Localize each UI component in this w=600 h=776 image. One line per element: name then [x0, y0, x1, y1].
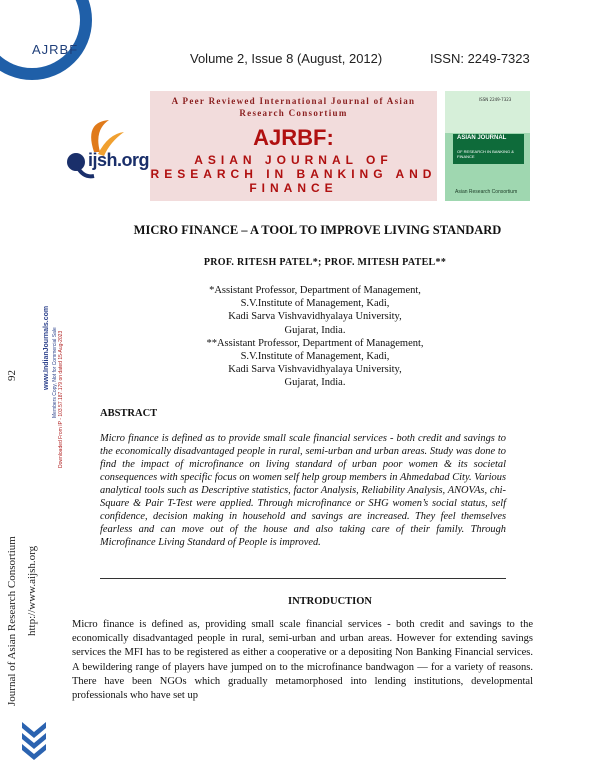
affiliation-line: Gujarat, India. — [284, 324, 346, 336]
affiliation-line: Kadi Sarva Vishvavidhyalaya University, — [228, 364, 402, 376]
abstract-text: Micro finance is defined as to provide small scale financial services - both credit and savings to the economically disadvantaged people in rural, semi-urban and urban areas. Study was done to find the impact of microfinance on living standard of urban poor women & its societal consequences with specific focus on women self help group members in Ahmedabad City. Various analytical tools such as Descriptive statistics, factor Analysis, Reliability Analysis, ANOVAs, chi-Square & Pair T-Test were applied. Through microfinance or SHG women’s social status, self confidence, decision making in household and savings are increased. They feel themselves fearless and can move out of the house and also taking care of their family. Through Microfinance Living Standard of People is improved. — [100, 433, 506, 548]
article-authors: PROF. RITESH PATEL*; PROF. MITESH PATEL** — [203, 257, 447, 268]
logo-text: ijsh.org — [88, 150, 150, 170]
introduction-text: Micro finance is defined as, providing small scale financial services - both credit and savings to the economically disadvantaged people in rural, semi-urban and urban areas. However for extending savings services the MFI has to be registered as either a cooperative or a depositing Non Banking Financial services. A bewildering range of players have jumped on to the microfinance bandwagon — for a variety of reasons. There have been NGOs which gradually metamorphosed into lending institutions, developmental professionals who have set up — [72, 619, 533, 702]
banner-title: AJRBF: — [253, 125, 334, 150]
margin-journal-name: Journal of Asian Research Consortium — [6, 536, 18, 706]
banner-journal-name: ASIAN JOURNAL OF RESEARCH IN BANKING AND FINANCE — [150, 153, 437, 195]
affiliation-line: S.V.Institute of Management, Kadi, — [240, 298, 390, 310]
banner-subtitle: A Peer Reviewed International Journal of Asian Research Consortium — [171, 96, 416, 118]
margin-url[interactable]: http://www.aijsh.org — [26, 545, 38, 636]
issn-number: ISSN: 2249-7323 — [430, 51, 530, 66]
divider — [100, 578, 506, 579]
article-title: MICRO FINANCE – A TOOL TO IMPROVE LIVING STANDARD — [133, 223, 502, 237]
ijsh-logo-icon — [64, 112, 144, 182]
affiliation-line: Kadi Sarva Vishvavidhyalaya University, — [228, 311, 402, 323]
introduction-heading: INTRODUCTION — [287, 596, 372, 607]
journal-banner — [150, 91, 437, 201]
affiliation-line: Gujarat, India. — [284, 377, 346, 389]
margin-download-notice: Downloaded From IP - 103.57.187.179 on dated 15-Aug-2023 — [58, 330, 64, 468]
margin-copy-notice: Members Copy, Not for Commercial Sale — [52, 327, 58, 418]
cover-footer: Asian Research Consortium — [455, 189, 518, 195]
journal-badge-label: AJRBF — [32, 42, 79, 57]
volume-issue: Volume 2, Issue 8 (August, 2012) — [190, 51, 383, 66]
author-affiliations — [140, 284, 490, 390]
chevron-down-icon — [20, 720, 48, 762]
journal-cover-thumbnail — [445, 91, 530, 201]
cover-heading: ASIAN JOURNAL — [457, 135, 507, 141]
affiliation-line: **Assistant Professor, Department of Management, — [206, 337, 424, 349]
page-number: 92 — [6, 370, 18, 381]
affiliation-line: S.V.Institute of Management, Kadi, — [240, 351, 390, 363]
cover-subheading: OF RESEARCH IN BANKING & FINANCE — [457, 149, 514, 159]
abstract-heading: ABSTRACT — [100, 408, 158, 419]
cover-issn: ISSN 2249-7323 — [479, 97, 512, 102]
affiliation-line: *Assistant Professor, Department of Management, — [209, 285, 421, 296]
margin-site[interactable]: www.IndianJournals.com — [43, 305, 50, 390]
